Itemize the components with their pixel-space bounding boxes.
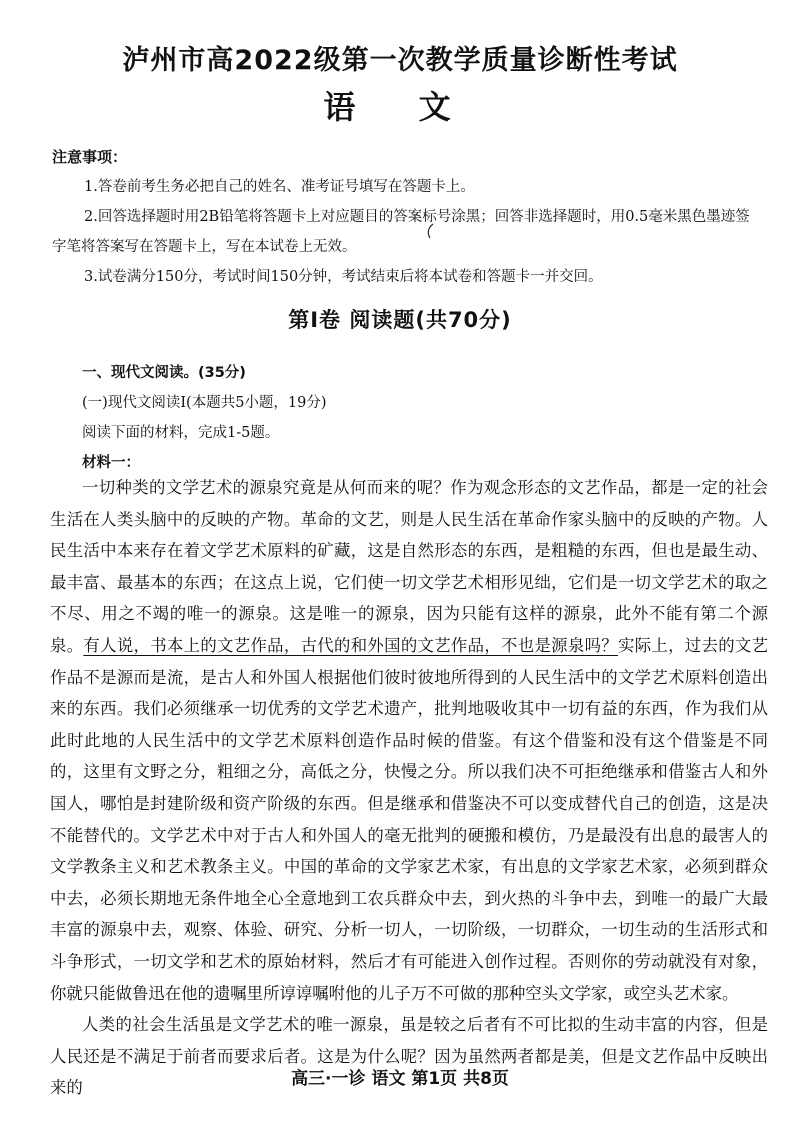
material-text xyxy=(50,472,768,1104)
pen-mark-icon xyxy=(424,222,436,240)
page-footer: 高三·一诊 语文 第1页 共8页 xyxy=(291,1069,509,1089)
notes-list xyxy=(52,172,764,292)
note-item: 1.答卷前考生务必把自己的姓名、准考证号填写在答题卡上。 xyxy=(84,179,475,195)
subject-title: 语 文 xyxy=(323,88,477,126)
paragraph-text: 实际上，过去的文艺作品不是源而是流，是古人和外国人根据他们彼时彼地所得到的人民生活中的文学艺术原料创造出来的东西。我们必须继承一切优秀的文学艺术遗产，批判地吸收其中一切有益的东西，作为我们从此时此地的人民生活中的文学艺术原料创造作品时候的借鉴。有这个借鉴和没有这个借鉴是不同的，这里有文野之分，粗细之分，高低之分，快慢之分。所以我们决不可拒绝继承和借鉴古人和外国人，哪怕是封建阶级和资产阶级的东西。但是继承和借鉴决不可以变成替代自己的创造，这是决不能替代的。文学艺术中对于古人和外国人的毫无批判的硬搬和模仿，乃是最没有出息的最害人的文学教条主义和艺术教条主义。中国的革命的文学家艺术家，有出息的文学家艺术家，必须到群众中去，必须长期地无条件地全心全意地到工农兵群众中去，到火热的斗争中去，到唯一的最广大最丰富的源泉中去，观察、体验、研究、分析一切人，一切阶级，一切群众，一切生动的生活形式和斗争形式，一切文学和艺术的原始材料，然后才有可能进入创作过程。否则你的劳动就没有对象，你就只能做鲁迅在他的遗嘱里所谆谆嘱咐他的儿子万不可做的那种空头文学家，或空头艺术家。 xyxy=(50,635,769,1003)
exam-title: 泸州市高2022级第一次教学质量诊断性考试 xyxy=(122,45,678,76)
note-item: 3.试卷满分150分，考试时间150分钟，考试结束后将本试卷和答题卡一并交回。 xyxy=(84,269,603,285)
subpart-heading: (一)现代文阅读Ⅰ(本题共5小题，19分) xyxy=(82,395,327,411)
section-title: 第Ⅰ卷 阅读题(共70分) xyxy=(288,308,512,332)
note-item: 2.回答选择题时用2B铅笔将答题卡上对应题目的答案标号涂黑；回答非选择题时，用0.5毫米黑色墨迹签字笔将答案写在答题卡上，写在本试卷上无效。 xyxy=(52,209,750,255)
section-meta xyxy=(82,358,772,478)
paragraph xyxy=(50,472,768,1009)
notes-heading: 注意事项： xyxy=(52,148,128,166)
instruction: 阅读下面的材料，完成1-5题。 xyxy=(82,425,280,441)
paragraph: 人类的社会生活虽是文学艺术的唯一源泉，虽是较之后者有不可比拟的生动丰富的内容，但是人民还是不满足于前者而要求后者。这是为什么呢？因为虽然两者都是美，但是文艺作品中反映出来的 xyxy=(50,1015,768,1098)
underlined-sentence: 有人说，书本上的文艺作品，古代的和外国的文艺作品，不也是源泉吗？ xyxy=(83,635,618,655)
part-heading: 一、现代文阅读。(35分) xyxy=(82,365,246,381)
paragraph-text: 一切种类的文学艺术的源泉究竟是从何而来的呢？作为观念形态的文艺作品，都是一定的社会生活在人类头脑中的反映的产物。革命的文艺，则是人民生活在革命作家头脑中的反映的产物。人民生活中本来存在着文学艺术原料的矿藏，这是自然形态的东西，是粗糙的东西，但也是最生动、最丰富、最基本的东西；在这点上说，它们使一切文学艺术相形见绌，它们是一切文学艺术的取之不尽、用之不竭的唯一的源泉。这是唯一的源泉，因为只能有这样的源泉，此外不能有第二个源泉。 xyxy=(50,478,768,655)
material-label: 材料一： xyxy=(82,455,140,471)
